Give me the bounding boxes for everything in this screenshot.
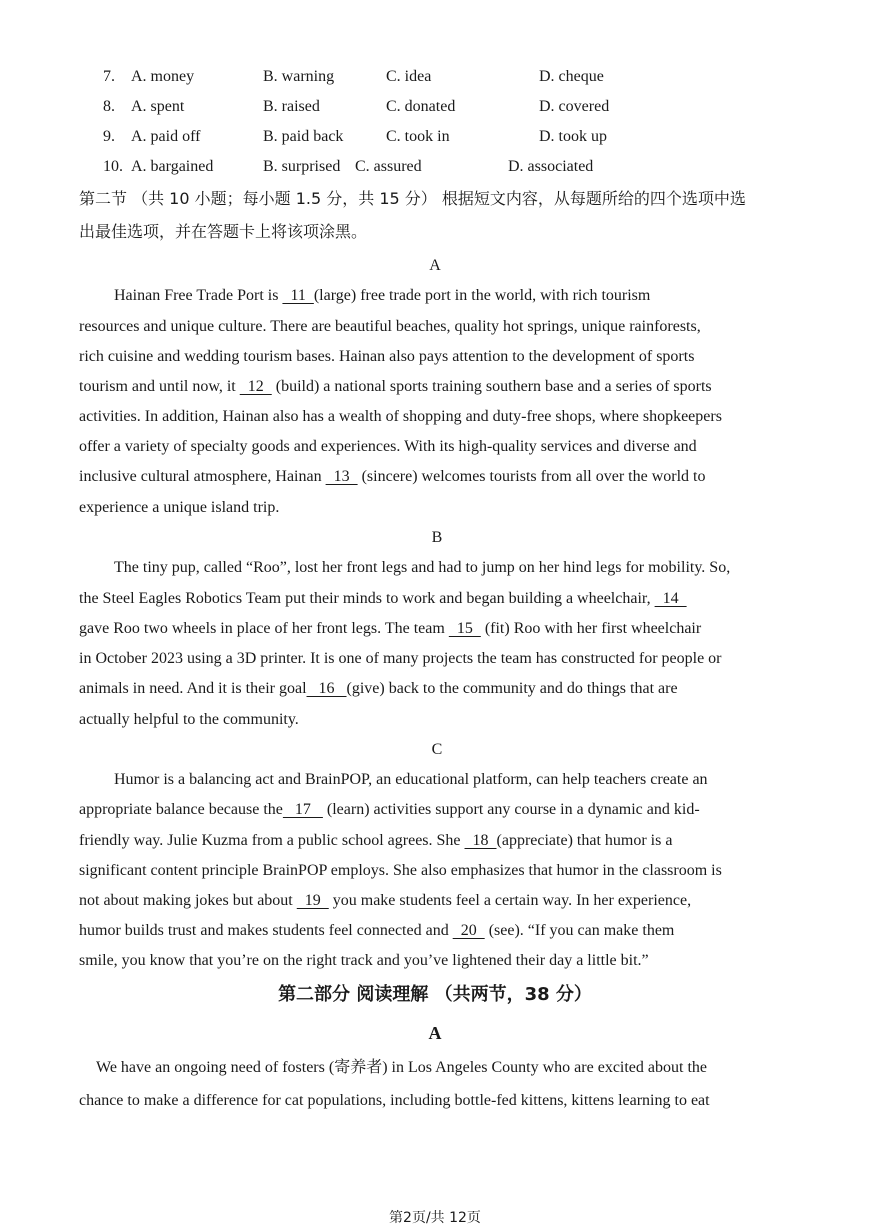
passage-c-line — [79, 795, 700, 825]
passage-a-line: activities. In addition, Hainan also has a wealth of shopping and duty-free shops, where shopkeepers — [79, 408, 722, 425]
text: (fit) Roo with her first wheelchair — [480, 620, 702, 637]
text: (learn) activities support any course in a dynamic and kid- — [322, 801, 700, 818]
question-number: 9. — [103, 128, 115, 145]
question-number: 8. — [103, 98, 115, 115]
text: (build) a national sports training southern base and a series of sports — [271, 378, 712, 395]
option-d: D. covered — [539, 98, 610, 115]
text: (large) free trade port in the world, with rich tourism — [313, 287, 651, 304]
option-b: B. raised — [263, 98, 320, 115]
blank-13: 13 — [325, 468, 358, 485]
part-two-heading-a: A — [428, 1023, 442, 1043]
text: (see). “If you can make them — [484, 922, 675, 939]
option-d: D. cheque — [539, 68, 604, 85]
passage-a-heading: A — [429, 257, 441, 274]
question-number: 7. — [103, 68, 115, 85]
part-two-title: 第二部分 阅读理解 （共两节，38 分） — [278, 984, 592, 1005]
passage-c-line: significant content principle BrainPOP employs. She also emphasizes that humor in the classroom is — [79, 862, 722, 879]
text: (give) back to the community and do things that are — [346, 680, 678, 697]
text: humor builds trust and makes students feel connected and — [79, 922, 453, 939]
option-d: D. associated — [508, 158, 594, 175]
passage-b-line: The tiny pup, called “Roo”, lost her front legs and had to jump on her hind legs for mobility. So, — [114, 559, 731, 576]
blank-18: 18 — [464, 832, 497, 849]
text: inclusive cultural atmosphere, Hainan — [79, 468, 326, 485]
passage-b-line: in October 2023 using a 3D printer. It is one of many projects the team has constructed for people or — [79, 650, 722, 667]
passage-a-line — [79, 372, 712, 402]
passage-a-line: resources and unique culture. There are beautiful beaches, quality hot springs, unique rainforests, — [79, 318, 701, 335]
blank-19: 19 — [296, 892, 329, 909]
option-d: D. took up — [539, 128, 607, 145]
passage-a-line — [79, 462, 706, 492]
option-a: A. bargained — [131, 158, 214, 175]
blank-20: 20 — [452, 922, 485, 939]
option-c: C. took in — [386, 128, 450, 145]
section-instructions-line2: 出最佳选项，并在答题卡上将该项涂黑。 — [79, 222, 368, 241]
option-c: C. assured — [355, 158, 422, 175]
section-instructions-line1: 第二节 （共 10 小题；每小题 1.5 分，共 15 分） 根据短文内容，从每题所给的四个选项中选 — [79, 189, 746, 208]
passage-a-line: rich cuisine and wedding tourism bases. Hainan also pays attention to the development of sports — [79, 348, 695, 365]
page-number: 第2页/共 12页 — [389, 1210, 481, 1226]
text: (appreciate) that humor is a — [496, 832, 673, 849]
question-number: 10. — [103, 158, 123, 175]
blank-16: 16 — [306, 680, 347, 697]
blank-17: 17 — [282, 801, 323, 818]
text: Hainan Free Trade Port is — [114, 287, 283, 304]
blank-14: 14 — [654, 590, 687, 607]
option-b: B. paid back — [263, 128, 344, 145]
text: the Steel Eagles Robotics Team put their minds to work and began building a wheelchair, — [79, 590, 655, 607]
passage-b-heading: B — [431, 529, 443, 546]
blank-12: 12 — [239, 378, 272, 395]
blank-15: 15 — [448, 620, 481, 637]
passage-b-line — [79, 674, 678, 704]
passage-a-line — [114, 281, 650, 311]
option-b: B. surprised — [263, 158, 341, 175]
option-a: A. money — [131, 68, 195, 85]
option-c: C. idea — [386, 68, 432, 85]
passage-c-line — [79, 886, 691, 916]
part-two-line: chance to make a difference for cat populations, including bottle-fed kittens, kittens learning to eat — [79, 1092, 710, 1109]
text: appropriate balance because the — [79, 801, 283, 818]
passage-c-line — [79, 826, 672, 856]
passage-c-line: Humor is a balancing act and BrainPOP, an educational platform, can help teachers create an — [114, 771, 708, 788]
text: friendly way. Julie Kuzma from a public school agrees. She — [79, 832, 465, 849]
option-a: A. spent — [131, 98, 185, 115]
passage-b-line — [79, 584, 687, 614]
passage-a-line: offer a variety of specialty goods and experiences. With its high-quality services and diverse and — [79, 438, 697, 455]
passage-b-line: actually helpful to the community. — [79, 711, 299, 728]
part-two-line: We have an ongoing need of fosters (寄养者) in Los Angeles County who are excited about the — [96, 1059, 708, 1076]
passage-c-line — [79, 916, 674, 946]
text: (sincere) welcomes tourists from all over the world to — [357, 468, 706, 485]
option-b: B. warning — [263, 68, 335, 85]
passage-c-heading: C — [431, 741, 443, 758]
passage-c-line: smile, you know that you’re on the right track and you’ve lightened their day a little bit.” — [79, 952, 649, 969]
text: animals in need. And it is their goal — [79, 680, 307, 697]
text: not about making jokes but about — [79, 892, 297, 909]
text: tourism and until now, it — [79, 378, 240, 395]
option-c: C. donated — [386, 98, 456, 115]
passage-a-line: experience a unique island trip. — [79, 499, 280, 516]
passage-b-line — [79, 614, 701, 644]
text: gave Roo two wheels in place of her front legs. The team — [79, 620, 449, 637]
text: you make students feel a certain way. In her experience, — [328, 892, 692, 909]
option-a: A. paid off — [131, 128, 201, 145]
blank-11: 11 — [282, 287, 314, 304]
